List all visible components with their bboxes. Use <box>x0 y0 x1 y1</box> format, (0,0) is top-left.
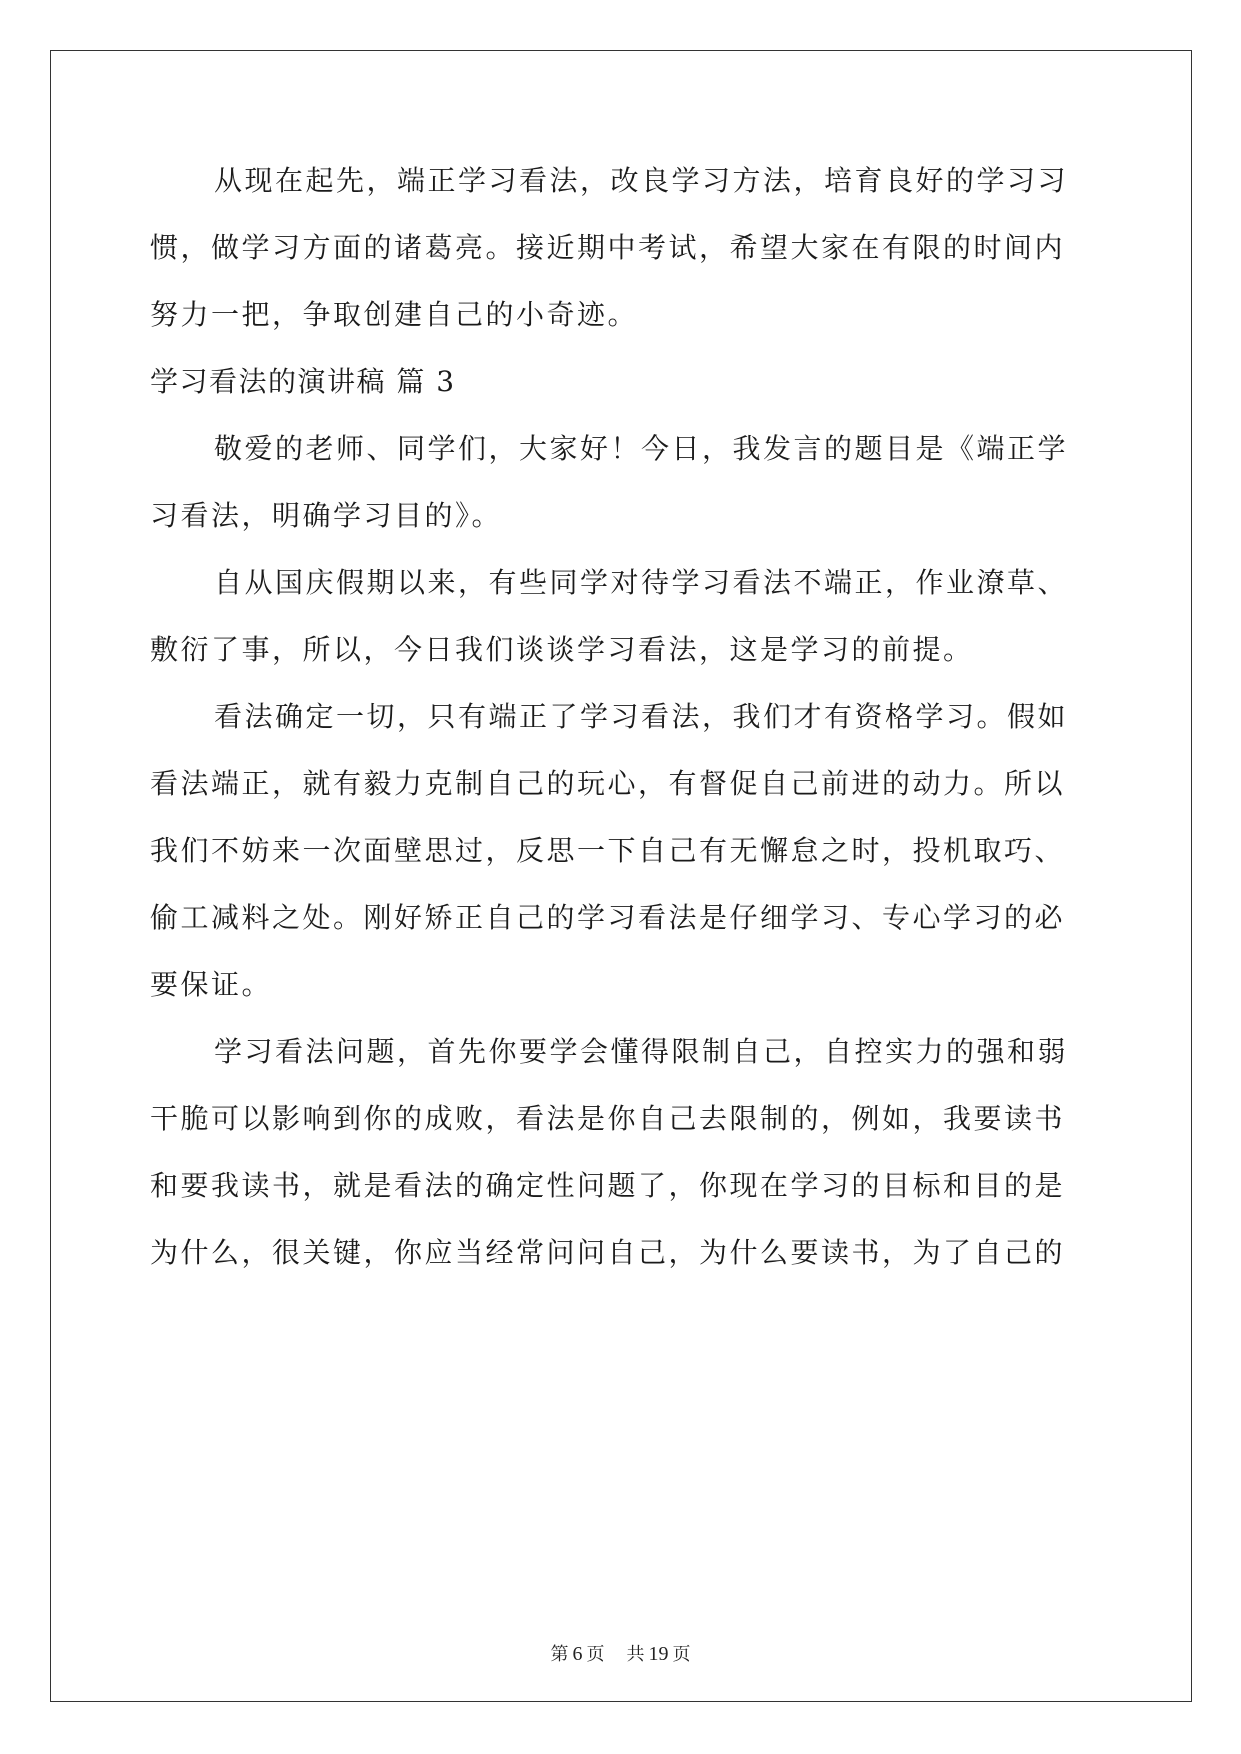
paragraph-line: 看法端正，就有毅力克制自己的玩心，有督促自己前进的动力。所以 <box>150 767 1066 800</box>
paragraph-line: 要保证。 <box>150 968 273 1001</box>
paragraph-line: 为什么，很关键，你应当经常问问自己，为什么要读书，为了自己的 <box>150 1236 1066 1269</box>
paragraph-line: 敷衍了事，所以，今日我们谈谈学习看法，这是学习的前提。 <box>150 633 974 666</box>
paragraph-line: 偷工减料之处。刚好矫正自己的学习看法是仔细学习、专心学习的必 <box>150 901 1066 934</box>
paragraph-line: 惯，做学习方面的诸葛亮。接近期中考试，希望大家在有限的时间内 <box>150 231 1066 264</box>
page-unit: 页 <box>586 1644 605 1665</box>
total-prefix: 共 <box>626 1644 645 1665</box>
page-footer <box>0 1640 1241 1666</box>
paragraph-line: 从现在起先，端正学习看法，改良学习方法，培育良好的学习习 <box>214 164 1069 197</box>
paragraph-line: 习看法，明确学习目的》。 <box>150 499 503 532</box>
document-body <box>150 165 1090 1304</box>
page-prefix: 第 <box>550 1644 569 1665</box>
page-number: 6 <box>572 1643 583 1665</box>
paragraph-line: 努力一把，争取创建自己的小奇迹。 <box>150 298 639 331</box>
paragraph-line: 和要我读书，就是看法的确定性问题了，你现在学习的目标和目的是 <box>150 1169 1066 1202</box>
paragraph-line: 我们不妨来一次面壁思过，反思一下自己有无懈怠之时，投机取巧、 <box>150 834 1066 867</box>
paragraph-line: 敬爱的老师、同学们，大家好！今日，我发言的题目是《端正学 <box>214 432 1069 465</box>
section-heading: 学习看法的演讲稿 篇 3 <box>150 365 456 398</box>
paragraph-line: 学习看法问题，首先你要学会懂得限制自己，自控实力的强和弱 <box>214 1035 1069 1068</box>
paragraph-line: 干脆可以影响到你的成败，看法是你自己去限制的，例如，我要读书 <box>150 1102 1066 1135</box>
paragraph-line: 自从国庆假期以来，有些同学对待学习看法不端正，作业潦草、 <box>214 566 1069 599</box>
total-unit: 页 <box>672 1644 691 1665</box>
total-pages: 19 <box>648 1643 669 1665</box>
paragraph-line: 看法确定一切，只有端正了学习看法，我们才有资格学习。假如 <box>214 700 1069 733</box>
